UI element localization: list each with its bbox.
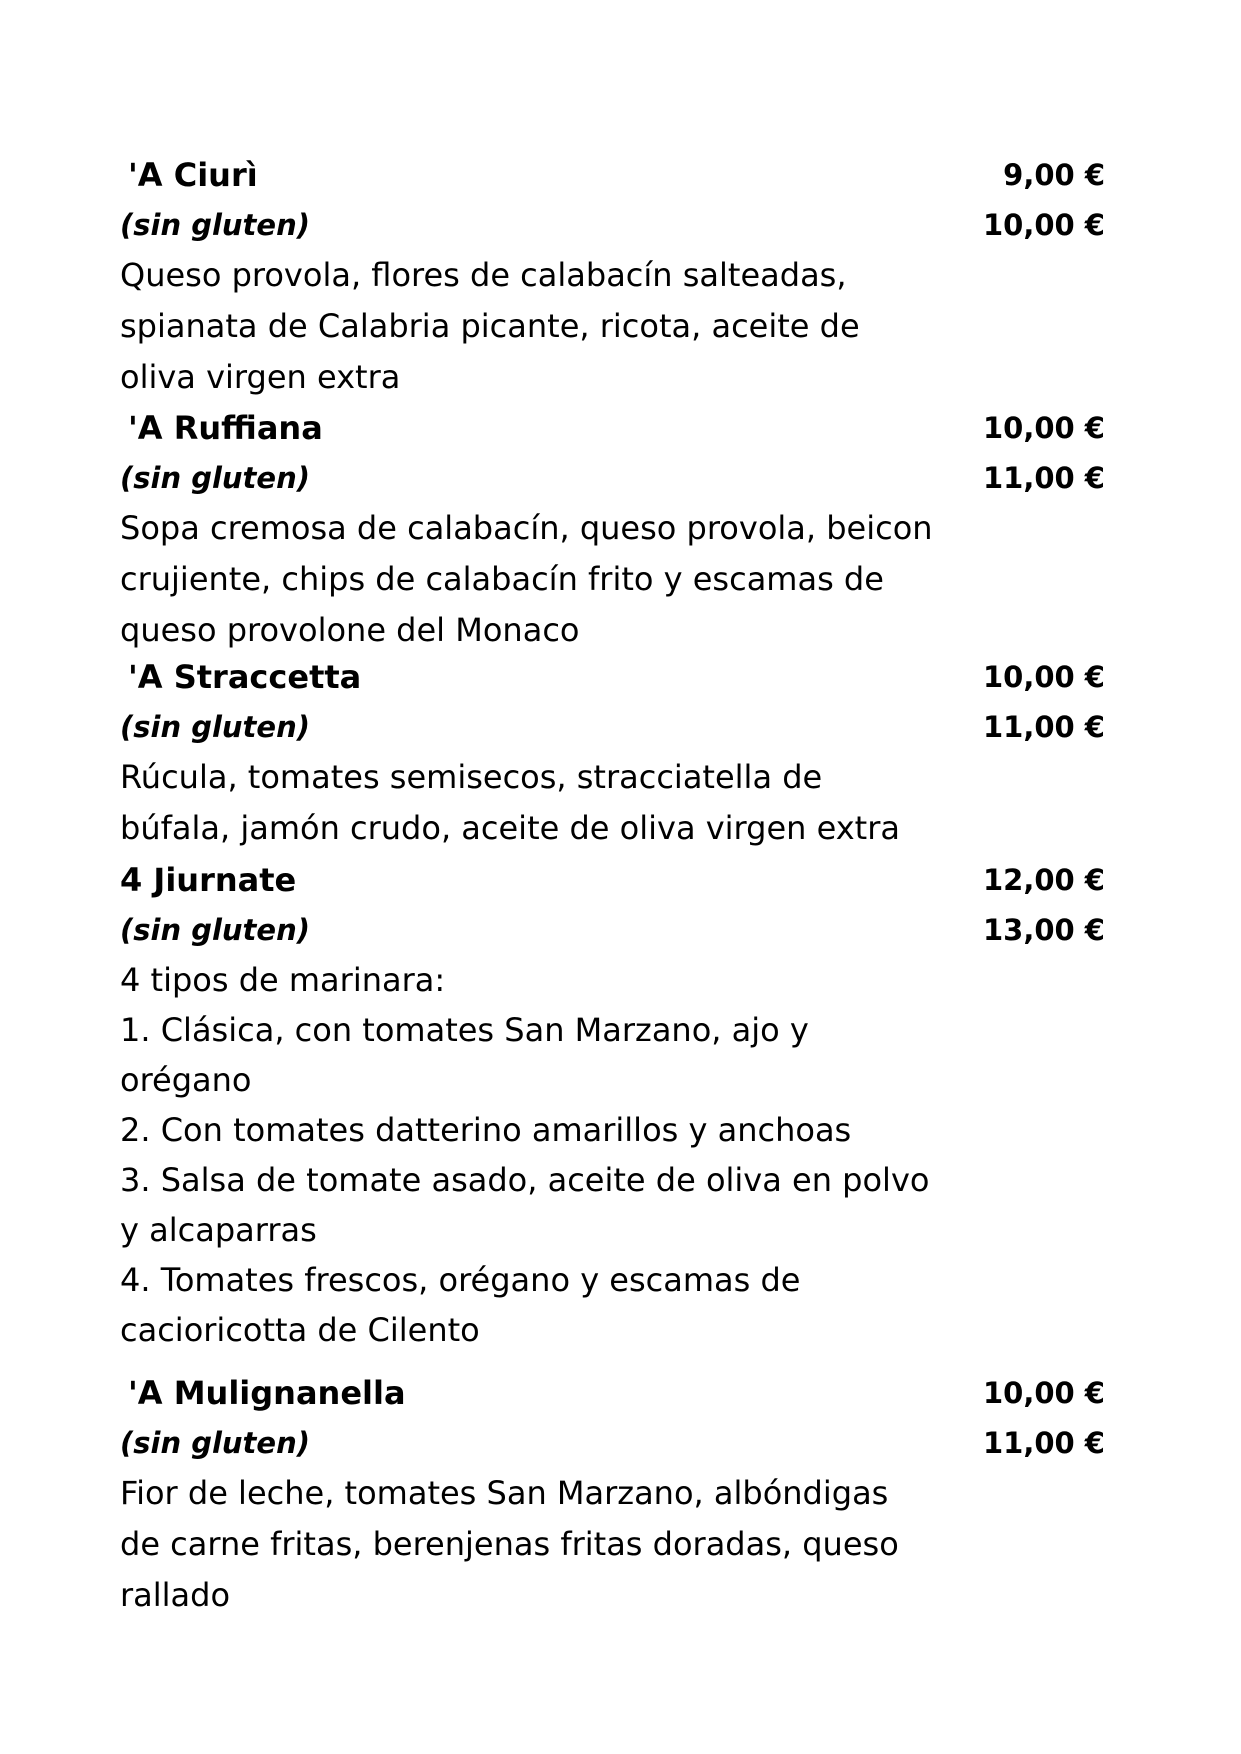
menu-item-header <box>120 652 1120 702</box>
menu-item-description <box>120 955 1120 1355</box>
menu-item-variant-price: 13,00 € <box>982 913 1105 947</box>
menu-item-description <box>120 250 1120 403</box>
menu-item-description <box>120 752 1120 854</box>
menu-item-description <box>120 503 1120 656</box>
description-line: y alcaparras <box>120 1211 317 1249</box>
menu-item-variant-row <box>120 702 1120 752</box>
menu-item-description <box>120 1468 1120 1621</box>
menu-item-variant: (sin gluten) <box>120 461 310 495</box>
description-line: 1. Clásica, con tomates San Marzano, ajo y <box>120 1011 809 1049</box>
menu-item-header <box>120 150 1120 200</box>
description-line: spianata de Calabria picante, ricota, aceite de <box>120 307 860 345</box>
menu-item-price: 10,00 € <box>982 411 1105 445</box>
menu-item-variant-row <box>120 1418 1120 1468</box>
menu-item-name: 'A Ciurì <box>128 156 258 194</box>
menu-item-price: 10,00 € <box>982 660 1105 694</box>
menu-item-price: 9,00 € <box>1003 158 1105 192</box>
menu-item-variant-row <box>120 905 1120 955</box>
description-line: rallado <box>120 1576 231 1614</box>
description-line: de carne fritas, berenjenas fritas doradas, queso <box>120 1525 899 1563</box>
menu-item <box>120 150 1120 403</box>
menu-item-name: 'A Straccetta <box>128 658 362 696</box>
menu-item-header <box>120 1368 1120 1418</box>
menu-item-name: 4 Jiurnate <box>120 861 297 899</box>
description-line: Sopa cremosa de calabacín, queso provola, beicon <box>120 509 933 547</box>
menu-item <box>120 1368 1120 1621</box>
menu-item-variant-price: 11,00 € <box>982 710 1105 744</box>
menu-item-variant-row <box>120 200 1120 250</box>
description-line: crujiente, chips de calabacín frito y escamas de <box>120 560 884 598</box>
description-line: 4 tipos de marinara: <box>120 961 446 999</box>
description-line: oliva virgen extra <box>120 358 401 396</box>
menu-item-variant-row <box>120 453 1120 503</box>
menu-item <box>120 403 1120 656</box>
description-line: orégano <box>120 1061 252 1099</box>
menu-item-price: 12,00 € <box>982 863 1105 897</box>
menu-item <box>120 855 1120 1355</box>
description-line: búfala, jamón crudo, aceite de oliva virgen extra <box>120 809 900 847</box>
menu-item-variant: (sin gluten) <box>120 913 310 947</box>
menu-item-variant-price: 11,00 € <box>982 461 1105 495</box>
description-line: 3. Salsa de tomate asado, aceite de oliva en polvo <box>120 1161 930 1199</box>
menu-item-variant-price: 10,00 € <box>982 208 1105 242</box>
menu-item-name: 'A Ruffiana <box>128 409 323 447</box>
menu-item-variant: (sin gluten) <box>120 710 310 744</box>
menu-item-header <box>120 403 1120 453</box>
description-line: 2. Con tomates datterino amarillos y anchoas <box>120 1111 852 1149</box>
description-line: Rúcula, tomates semisecos, stracciatella de <box>120 758 823 796</box>
menu-item <box>120 652 1120 854</box>
menu-item-price: 10,00 € <box>982 1376 1105 1410</box>
description-line: 4. Tomates frescos, orégano y escamas de <box>120 1261 801 1299</box>
menu-item-variant: (sin gluten) <box>120 208 310 242</box>
description-line: Queso provola, flores de calabacín salteadas, <box>120 256 847 294</box>
menu-item-variant-price: 11,00 € <box>982 1426 1105 1460</box>
description-line: Fior de leche, tomates San Marzano, albóndigas <box>120 1474 889 1512</box>
menu-item-name: 'A Mulignanella <box>128 1374 406 1412</box>
menu-item-variant: (sin gluten) <box>120 1426 310 1460</box>
description-line: cacioricotta de Cilento <box>120 1311 480 1349</box>
menu-item-header <box>120 855 1120 905</box>
description-line: queso provolone del Monaco <box>120 611 580 649</box>
